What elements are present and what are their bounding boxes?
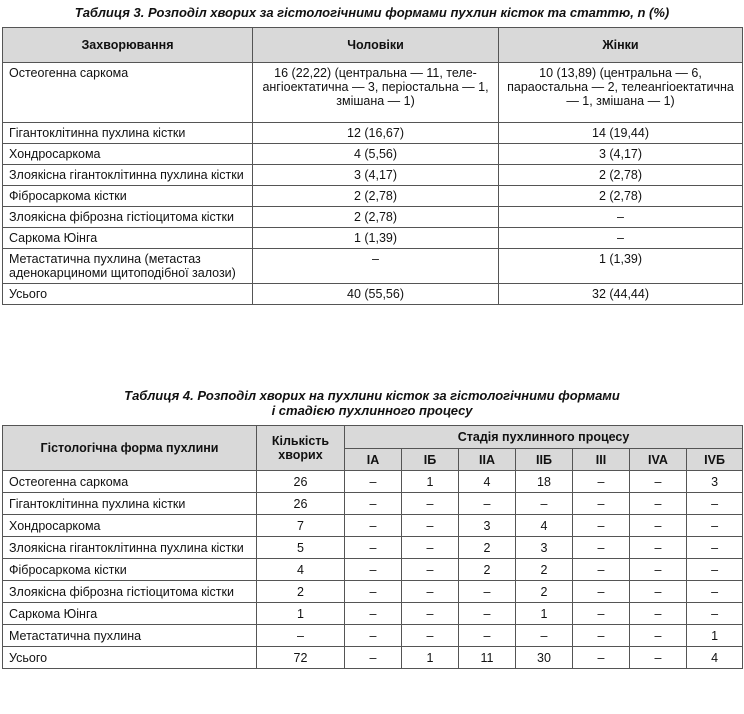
table-row — [3, 581, 743, 603]
table-row — [3, 165, 743, 186]
table4-cell-stage: – — [345, 493, 402, 515]
table4-cell-stage: 1 — [402, 471, 459, 493]
table4-cell-stage: – — [630, 471, 687, 493]
table4-cell-stage: – — [573, 603, 630, 625]
table4-stage-header: ІІІ — [573, 449, 630, 471]
table3-cell-men: 40 (55,56) — [253, 284, 499, 305]
table4-cell-stage: 3 — [687, 471, 743, 493]
table3-cell-disease: Фібросаркома кістки — [3, 186, 253, 207]
table4-cell-stage: 4 — [516, 515, 573, 537]
table4-cell-count: 4 — [257, 559, 345, 581]
table4-cell-stage: – — [687, 559, 743, 581]
table3-cell-men: 2 (2,78) — [253, 186, 499, 207]
table3-cell-disease: Усього — [3, 284, 253, 305]
table4-cell-stage: – — [345, 471, 402, 493]
table4-cell-count: 5 — [257, 537, 345, 559]
table4-cell-stage: – — [573, 515, 630, 537]
table3-cell-men: 3 (4,17) — [253, 165, 499, 186]
table4-cell-stage: – — [630, 515, 687, 537]
table4-cell-form: Остеогенна саркома — [3, 471, 257, 493]
table4-cell-stage: – — [516, 493, 573, 515]
table4-cell-stage: – — [573, 537, 630, 559]
table4-cell-stage: – — [630, 625, 687, 647]
table3 — [2, 27, 743, 305]
table4-cell-form: Усього — [3, 647, 257, 669]
table4-cell-stage: 1 — [402, 647, 459, 669]
table4-cell-stage: 4 — [687, 647, 743, 669]
table4-cell-count: 2 — [257, 581, 345, 603]
table3-cell-disease: Злоякісна фіброзна гістіоцитома кістки — [3, 207, 253, 228]
table-row — [3, 207, 743, 228]
table3-cell-women: – — [499, 228, 743, 249]
table4-cell-stage: 2 — [516, 581, 573, 603]
table4-cell-count: 26 — [257, 493, 345, 515]
table4-cell-count: – — [257, 625, 345, 647]
table4-cell-count: 1 — [257, 603, 345, 625]
table4-cell-stage: – — [516, 625, 573, 647]
table4-cell-stage: – — [345, 647, 402, 669]
table4-cell-stage: – — [630, 603, 687, 625]
table4-cell-stage: – — [687, 581, 743, 603]
table-row — [3, 603, 743, 625]
table4-cell-stage: 30 — [516, 647, 573, 669]
table4-cell-stage: – — [345, 537, 402, 559]
table4-cell-stage: – — [573, 625, 630, 647]
table3-cell-disease: Хондросаркома — [3, 144, 253, 165]
table4-cell-stage: 1 — [687, 625, 743, 647]
table4-cell-stage: – — [459, 625, 516, 647]
table4-cell-stage: – — [402, 559, 459, 581]
table4-cell-stage: – — [687, 537, 743, 559]
table-row — [3, 559, 743, 581]
table3-cell-disease: Метастатична пухлина (метастаз аденокарциноми щитоподібної залози) — [3, 249, 253, 284]
table4-cell-stage: – — [630, 581, 687, 603]
table-row — [3, 123, 743, 144]
table4-caption-line2: і стадією пухлинного процесу — [271, 403, 473, 418]
table4-cell-stage: 3 — [459, 515, 516, 537]
table4-cell-form: Злоякісна фіброзна гістіоцитома кістки — [3, 581, 257, 603]
table3-cell-women: 14 (19,44) — [499, 123, 743, 144]
table3-cell-men: 12 (16,67) — [253, 123, 499, 144]
table4 — [2, 425, 743, 669]
table-row — [3, 186, 743, 207]
table3-header-women: Жінки — [499, 28, 743, 63]
table4-cell-stage: – — [573, 581, 630, 603]
table4-stage-header: IVБ — [687, 449, 743, 471]
table3-cell-women: 3 (4,17) — [499, 144, 743, 165]
table3-cell-men: 4 (5,56) — [253, 144, 499, 165]
table3-header-men: Чоловіки — [253, 28, 499, 63]
table4-cell-form: Хондросаркома — [3, 515, 257, 537]
table4-stage-header: ІІА — [459, 449, 516, 471]
table4-header-stage: Стадія пухлинного процесу — [345, 426, 743, 449]
table4-cell-stage: – — [630, 647, 687, 669]
table4-cell-stage: 2 — [459, 559, 516, 581]
table4-cell-stage: – — [345, 559, 402, 581]
table4-cell-stage: – — [630, 537, 687, 559]
table4-cell-stage: 18 — [516, 471, 573, 493]
table3-cell-men: – — [253, 249, 499, 284]
table4-cell-stage: – — [402, 537, 459, 559]
table4-cell-stage: – — [459, 581, 516, 603]
table4-header-form: Гістологічна форма пухлини — [3, 426, 257, 471]
table4-caption — [0, 388, 744, 418]
table3-cell-women: 32 (44,44) — [499, 284, 743, 305]
table4-cell-count: 72 — [257, 647, 345, 669]
table4-cell-form: Фібросаркома кістки — [3, 559, 257, 581]
table4-stage-header: ІА — [345, 449, 402, 471]
table-row — [3, 249, 743, 284]
table4-cell-stage: – — [459, 493, 516, 515]
table4-cell-stage: 3 — [516, 537, 573, 559]
table4-cell-stage: – — [402, 625, 459, 647]
table-row — [3, 284, 743, 305]
table4-cell-stage: – — [345, 625, 402, 647]
table3-cell-women: – — [499, 207, 743, 228]
table4-cell-stage: – — [573, 471, 630, 493]
table4-cell-stage: 11 — [459, 647, 516, 669]
table4-cell-stage: – — [402, 603, 459, 625]
table4-stage-header: IVA — [630, 449, 687, 471]
table-row — [3, 228, 743, 249]
table4-cell-form: Метастатична пухлина — [3, 625, 257, 647]
table4-cell-stage: – — [345, 515, 402, 537]
table3-cell-disease: Злоякісна гігантоклітинна пухлина кістки — [3, 165, 253, 186]
table4-cell-stage: – — [630, 559, 687, 581]
table3-cell-men: 1 (1,39) — [253, 228, 499, 249]
table3-cell-disease: Саркома Юінга — [3, 228, 253, 249]
table-row — [3, 647, 743, 669]
table4-cell-stage: – — [402, 493, 459, 515]
table4-header-count: Кількість хворих — [257, 426, 345, 471]
table4-cell-stage: – — [402, 581, 459, 603]
table4-body — [3, 471, 743, 669]
table4-cell-form: Саркома Юінга — [3, 603, 257, 625]
table-row — [3, 515, 743, 537]
table3-header-row — [3, 28, 743, 63]
table4-cell-count: 26 — [257, 471, 345, 493]
table3-cell-women: 2 (2,78) — [499, 186, 743, 207]
table4-header-row — [3, 426, 743, 449]
table4-cell-stage: – — [345, 603, 402, 625]
table3-cell-women: 2 (2,78) — [499, 165, 743, 186]
table4-cell-stage: – — [345, 581, 402, 603]
table3-cell-men: 2 (2,78) — [253, 207, 499, 228]
table3-caption: Таблиця 3. Розподіл хворих за гістологічними формами пухлин кісток та статтю, n (%) — [74, 5, 670, 20]
table4-cell-stage: – — [687, 515, 743, 537]
table3-cell-men: 16 (22,22) (центральна — 11, теле-ангіоектатична — 3, періостальна — 1, змішана — 1) — [253, 63, 499, 123]
table4-cell-stage: – — [573, 559, 630, 581]
table-row — [3, 471, 743, 493]
table4-caption-line1: Таблиця 4. Розподіл хворих на пухлини кісток за гістологічними формами — [124, 388, 620, 403]
table3-cell-women: 1 (1,39) — [499, 249, 743, 284]
table3-header-disease: Захворювання — [3, 28, 253, 63]
table4-cell-stage: – — [573, 647, 630, 669]
table4-cell-form: Злоякісна гігантоклітинна пухлина кістки — [3, 537, 257, 559]
table4-cell-stage: 2 — [516, 559, 573, 581]
table4-cell-form: Гігантоклітинна пухлина кістки — [3, 493, 257, 515]
table4-cell-stage: – — [687, 603, 743, 625]
table4-cell-stage: – — [630, 493, 687, 515]
table4-cell-stage: – — [687, 493, 743, 515]
table4-cell-stage: 4 — [459, 471, 516, 493]
table4-cell-stage: – — [402, 515, 459, 537]
table4-cell-stage: – — [459, 603, 516, 625]
table3-cell-disease: Гігантоклітинна пухлина кістки — [3, 123, 253, 144]
table-row — [3, 63, 743, 123]
table4-cell-stage: – — [573, 493, 630, 515]
table3-cell-disease: Остеогенна саркома — [3, 63, 253, 123]
table4-cell-stage: 1 — [516, 603, 573, 625]
table-row — [3, 144, 743, 165]
table4-cell-stage: 2 — [459, 537, 516, 559]
table3-cell-women: 10 (13,89) (центральна — 6, параостальна — 2, телеангіоектатична — 1, змішана — 1) — [499, 63, 743, 123]
table-row — [3, 537, 743, 559]
table-row — [3, 625, 743, 647]
table4-stage-header: ІБ — [402, 449, 459, 471]
table4-cell-count: 7 — [257, 515, 345, 537]
table-row — [3, 493, 743, 515]
table4-stage-header: ІІБ — [516, 449, 573, 471]
